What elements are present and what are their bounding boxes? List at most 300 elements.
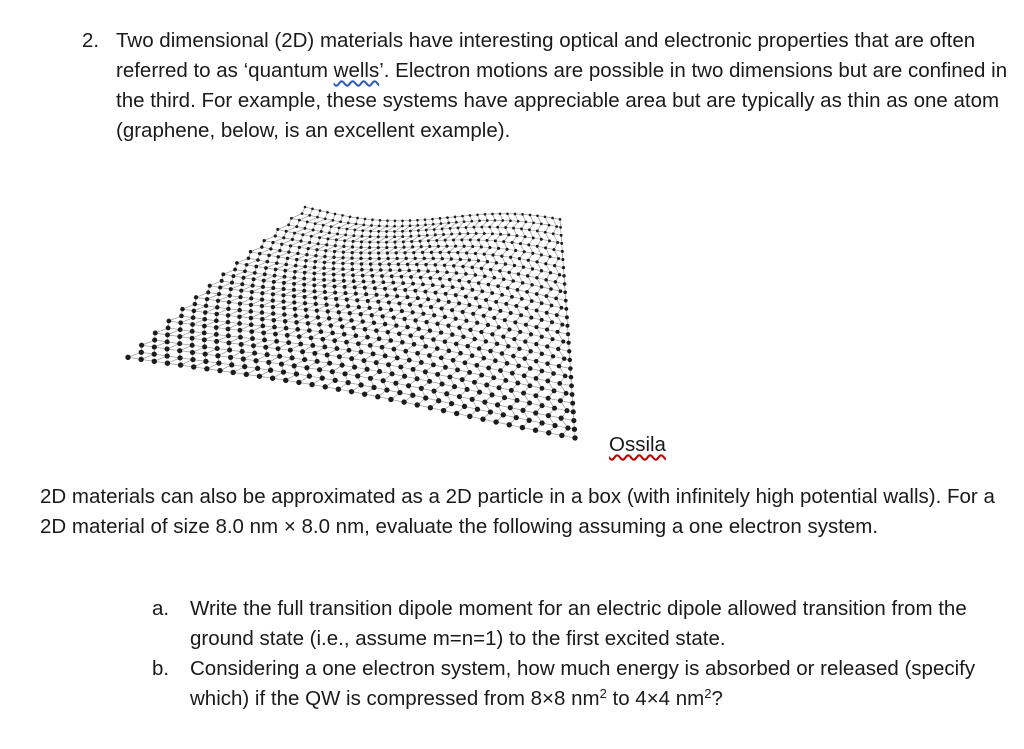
carbon-atom [463, 220, 466, 223]
carbon-atom [514, 304, 518, 308]
carbon-atom [479, 373, 484, 378]
carbon-atom [539, 420, 544, 425]
carbon-atom [343, 239, 346, 242]
subquestion-a [152, 594, 1012, 654]
carbon-atom [505, 361, 510, 366]
carbon-atom [303, 271, 307, 275]
carbon-atom [346, 380, 351, 385]
carbon-atom [426, 297, 430, 301]
carbon-atom [474, 273, 478, 277]
carbon-atom [544, 215, 547, 218]
carbon-atom [322, 284, 326, 288]
carbon-atom [312, 229, 315, 232]
carbon-atom [139, 343, 144, 348]
carbon-atom [190, 343, 195, 348]
carbon-atom [398, 365, 403, 370]
carbon-atom [480, 289, 484, 293]
carbon-bond [317, 245, 327, 250]
carbon-atom [459, 258, 462, 261]
carbon-atom [338, 227, 341, 230]
carbon-atom [510, 371, 515, 376]
carbon-bond [269, 251, 280, 256]
carbon-atom [443, 365, 448, 370]
carbon-atom [295, 225, 298, 228]
carbon-atom [282, 312, 286, 316]
carbon-bond [320, 233, 330, 238]
carbon-atom [260, 304, 264, 308]
carbon-atom [242, 364, 247, 369]
carbon-atom [349, 318, 353, 322]
carbon-atom [353, 285, 357, 289]
carbon-atom [452, 264, 455, 267]
carbon-atom [434, 233, 437, 236]
carbon-atom [262, 338, 267, 343]
carbon-atom [281, 369, 286, 374]
carbon-atom [434, 263, 437, 266]
carbon-atom [325, 243, 328, 246]
carbon-atom [333, 291, 337, 295]
carbon-atom [342, 251, 345, 254]
carbon-atom [481, 356, 486, 361]
carbon-atom [153, 331, 158, 336]
carbon-atom [276, 346, 281, 351]
carbon-atom [445, 270, 449, 274]
carbon-bond [260, 249, 271, 254]
carbon-atom [249, 322, 254, 327]
carbon-atom [441, 284, 445, 288]
carbon-atom [216, 360, 221, 365]
carbon-atom [564, 408, 569, 413]
carbon-atom [506, 248, 509, 251]
carbon-atom [377, 230, 380, 233]
carbon-atom [550, 320, 554, 324]
subquestion-b [152, 654, 1012, 714]
carbon-atom [164, 346, 169, 351]
carbon-atom [432, 223, 435, 226]
carbon-atom [284, 263, 288, 267]
carbon-atom [498, 309, 502, 313]
carbon-atom [237, 321, 242, 326]
carbon-atom [393, 287, 397, 291]
carbon-atom [441, 257, 444, 260]
carbon-atom [407, 269, 411, 273]
carbon-atom [534, 376, 539, 381]
carbon-atom [470, 220, 473, 223]
carbon-atom [424, 223, 427, 226]
carbon-atom [354, 333, 359, 338]
carbon-atom [286, 257, 289, 260]
carbon-atom [313, 289, 317, 293]
carbon-atom [463, 245, 466, 248]
carbon-atom [506, 286, 510, 290]
carbon-atom [332, 273, 336, 277]
carbon-atom [347, 348, 352, 353]
carbon-atom [252, 351, 257, 356]
carbon-atom [332, 219, 335, 222]
carbon-atom [434, 291, 438, 295]
carbon-atom [401, 219, 404, 222]
carbon-atom [165, 361, 170, 366]
carbon-atom [164, 353, 169, 358]
carbon-atom [301, 212, 304, 215]
carbon-atom [435, 372, 440, 377]
carbon-atom [446, 216, 449, 219]
carbon-atom [511, 279, 515, 283]
carbon-atom [450, 332, 454, 336]
carbon-atom [250, 290, 254, 294]
carbon-atom [313, 266, 317, 270]
carbon-atom [325, 353, 330, 358]
carbon-atom [482, 314, 486, 318]
carbon-atom [557, 381, 562, 386]
carbon-atom [352, 279, 356, 283]
carbon-atom [477, 346, 482, 351]
carbon-atom [218, 285, 222, 289]
carbon-atom [237, 308, 241, 312]
carbon-atom [227, 348, 232, 353]
carbon-atom [502, 240, 505, 243]
carbon-atom [394, 220, 397, 223]
carbon-atom [504, 302, 508, 306]
carbon-atom [504, 226, 507, 229]
carbon-atom [227, 300, 231, 304]
carbon-atom [313, 260, 316, 263]
carbon-atom [501, 335, 505, 339]
carbon-atom [383, 353, 388, 358]
carbon-atom [282, 236, 285, 239]
carbon-atom [517, 220, 520, 223]
carbon-atom [380, 314, 384, 318]
carbon-atom [335, 303, 339, 307]
carbon-atom [360, 268, 364, 272]
carbon-atom [499, 233, 502, 236]
carbon-atom [471, 266, 474, 269]
carbon-atom [285, 230, 288, 233]
carbon-atom [507, 233, 510, 236]
carbon-atom [208, 284, 212, 288]
carbon-atom [506, 212, 509, 215]
carbon-atom [361, 235, 364, 238]
carbon-atom [202, 324, 207, 329]
carbon-atom [244, 372, 249, 377]
carbon-atom [563, 282, 566, 285]
carbon-atom [521, 281, 525, 285]
carbon-atom [292, 294, 296, 298]
carbon-bond [278, 225, 289, 230]
carbon-atom [402, 374, 407, 379]
carbon-atom [405, 295, 409, 299]
carbon-atom [429, 305, 433, 309]
carbon-atom [494, 300, 498, 304]
carbon-atom [465, 251, 468, 254]
carbon-atom [472, 337, 476, 341]
carbon-atom [428, 245, 431, 248]
carbon-atom [238, 295, 242, 299]
carbon-atom [365, 335, 370, 340]
carbon-atom [436, 298, 440, 302]
carbon-atom [571, 418, 576, 423]
carbon-atom [204, 366, 209, 371]
carbon-bond [237, 258, 249, 263]
carbon-atom [555, 330, 559, 334]
carbon-atom [346, 228, 349, 231]
carbon-atom [564, 307, 568, 311]
carbon-atom [347, 222, 350, 225]
carbon-atom [568, 358, 572, 362]
carbon-atom [332, 338, 337, 343]
carbon-atom [268, 368, 273, 373]
carbon-atom [288, 348, 293, 353]
carbon-atom [540, 352, 544, 356]
carbon-atom [356, 217, 359, 220]
carbon-bond [328, 234, 338, 239]
carbon-atom [423, 395, 428, 400]
carbon-atom [559, 416, 564, 421]
carbon-atom [480, 416, 485, 421]
carbon-atom [412, 251, 415, 254]
carbon-atom [249, 296, 253, 300]
carbon-atom [338, 317, 342, 321]
carbon-atom [458, 232, 461, 235]
carbon-atom [352, 240, 355, 243]
carbon-atom [277, 354, 282, 359]
carbon-atom [408, 333, 413, 338]
carbon-atom [439, 251, 442, 254]
carbon-bond [291, 214, 302, 219]
carbon-atom [292, 282, 296, 286]
carbon-bond [282, 240, 293, 245]
carbon-atom [178, 362, 183, 367]
carbon-atom [527, 243, 530, 246]
carbon-atom [461, 265, 464, 268]
subquestion-b-text [190, 657, 975, 710]
carbon-atom [220, 279, 224, 283]
carbon-atom [312, 277, 316, 281]
carbon-atom [298, 246, 301, 249]
intro-paragraph: 2D materials can also be approximated as a 2D particle in a box (with infinitely high potential walls). For a 2D material of size 8.0 nm × 8.0 nm, evaluate the following assuming a one electron system. [40, 485, 995, 538]
carbon-atom [413, 289, 417, 293]
carbon-atom [215, 305, 219, 309]
carbon-atom [360, 240, 363, 243]
carbon-atom [536, 245, 539, 248]
carbon-atom [296, 380, 301, 385]
carbon-atom [426, 269, 430, 273]
carbon-atom [465, 387, 470, 392]
carbon-atom [501, 219, 504, 222]
carbon-atom [415, 263, 418, 266]
carbon-atom [494, 239, 497, 242]
carbon-atom [282, 281, 286, 285]
carbon-atom [177, 334, 182, 339]
carbon-atom [125, 355, 130, 360]
carbon-atom [203, 310, 208, 315]
carbon-atom [202, 337, 207, 342]
carbon-atom [271, 305, 275, 309]
carbon-atom [423, 369, 428, 374]
carbon-atom [320, 230, 323, 233]
carbon-atom [375, 293, 379, 297]
carbon-atom [411, 282, 415, 286]
carbon-atom [384, 387, 389, 392]
carbon-atom [436, 398, 441, 403]
superscript-2-first: 2 [599, 686, 607, 701]
carbon-atom [416, 219, 419, 222]
graphene-lattice [125, 206, 577, 441]
carbon-atom [431, 388, 436, 393]
carbon-atom [273, 274, 277, 278]
carbon-atom [467, 303, 471, 307]
carbon-atom [229, 287, 233, 291]
carbon-atom [385, 235, 388, 238]
carbon-atom [496, 226, 499, 229]
carbon-atom [249, 309, 253, 313]
carbon-atom [400, 309, 404, 313]
carbon-bond [251, 247, 262, 252]
carbon-atom [320, 337, 325, 342]
carbon-atom [352, 365, 357, 370]
carbon-atom [540, 318, 544, 322]
carbon-atom [475, 321, 479, 325]
carbon-atom [357, 305, 361, 309]
carbon-atom [266, 260, 270, 264]
carbon-atom [260, 291, 264, 295]
carbon-bond [299, 215, 309, 220]
carbon-atom [424, 263, 427, 266]
carbon-atom [267, 254, 270, 257]
carbon-atom [370, 268, 374, 272]
carbon-atom [533, 393, 538, 398]
carbon-atom [536, 230, 539, 233]
carbon-atom [251, 284, 255, 288]
carbon-atom [561, 258, 564, 261]
carbon-atom [412, 342, 417, 347]
carbon-atom [516, 288, 520, 292]
carbon-atom [260, 297, 264, 301]
carbon-atom [560, 242, 563, 245]
carbon-atom [177, 348, 182, 353]
carbon-atom [460, 238, 463, 241]
carbon-atom [239, 289, 243, 293]
carbon-atom [326, 211, 329, 214]
carbon-atom [454, 342, 459, 347]
carbon-atom [332, 279, 336, 283]
carbon-atom [490, 392, 495, 397]
carbon-atom [394, 323, 398, 327]
carbon-atom [477, 281, 481, 285]
carbon-atom [361, 319, 365, 323]
carbon-atom [324, 249, 327, 252]
carbon-atom [214, 339, 219, 344]
carbon-atom [401, 225, 404, 228]
carbon-atom [552, 406, 557, 411]
carbon-atom [336, 387, 341, 392]
carbon-atom [166, 325, 171, 330]
carbon-bond [339, 223, 348, 228]
carbon-atom [342, 371, 347, 376]
carbon-atom [572, 435, 577, 440]
carbon-atom [255, 366, 260, 371]
carbon-bond [303, 230, 313, 235]
carbon-atom [287, 250, 290, 253]
carbon-atom [388, 268, 392, 272]
carbon-atom [545, 327, 549, 331]
carbon-atom [322, 224, 325, 227]
carbon-atom [308, 241, 311, 244]
carbon-atom [477, 239, 480, 242]
carbon-atom [539, 403, 544, 408]
carbon-atom [293, 232, 296, 235]
carbon-atom [368, 241, 371, 244]
question-text [116, 26, 1012, 146]
carbon-atom [389, 308, 393, 312]
carbon-atom [322, 266, 326, 270]
carbon-atom [385, 241, 388, 244]
carbon-atom [483, 253, 486, 256]
carbon-atom [178, 320, 183, 325]
carbon-atom [334, 244, 337, 247]
carbon-bond [331, 222, 341, 227]
carbon-atom [525, 306, 529, 310]
carbon-atom [190, 329, 195, 334]
carbon-atom [513, 320, 517, 324]
carbon-atom [277, 255, 280, 258]
carbon-atom [545, 379, 550, 384]
carbon-atom [247, 256, 251, 260]
carbon-atom [448, 278, 452, 282]
carbon-atom [418, 304, 422, 308]
carbon-atom [457, 301, 461, 305]
carbon-atom [419, 386, 424, 391]
carbon-atom [263, 345, 268, 350]
carbon-atom [307, 373, 312, 378]
carbon-atom [252, 277, 256, 281]
carbon-atom [457, 326, 461, 330]
carbon-atom [177, 341, 182, 346]
carbon-atom [534, 359, 539, 364]
carbon-atom [554, 280, 557, 283]
carbon-atom [519, 242, 522, 245]
carbon-atom [472, 380, 477, 385]
carbon-atom [540, 369, 545, 374]
carbon-atom [294, 371, 299, 376]
carbon-atom [494, 219, 497, 222]
carbon-atom [385, 230, 388, 233]
carbon-atom [152, 352, 157, 357]
carbon-atom [477, 390, 482, 395]
carbon-atom [350, 262, 353, 265]
carbon-atom [457, 394, 462, 399]
carbon-atom [540, 223, 543, 226]
subquestion-list [152, 594, 1012, 714]
carbon-atom [454, 216, 457, 219]
image-credit: Ossila [609, 433, 666, 456]
carbon-atom [344, 340, 349, 345]
carbon-atom [228, 355, 233, 360]
carbon-atom [308, 214, 311, 217]
carbon-atom [483, 232, 486, 235]
carbon-atom [447, 300, 451, 304]
carbon-atom [401, 230, 404, 233]
carbon-atom [402, 246, 405, 249]
carbon-atom [190, 350, 195, 355]
carbon-atom [315, 248, 318, 251]
carbon-atom [488, 307, 492, 311]
carbon-atom [388, 397, 393, 402]
carbon-atom [558, 273, 561, 276]
carbon-atom [550, 337, 554, 341]
carbon-atom [522, 356, 527, 361]
carbon-atom [393, 230, 396, 233]
